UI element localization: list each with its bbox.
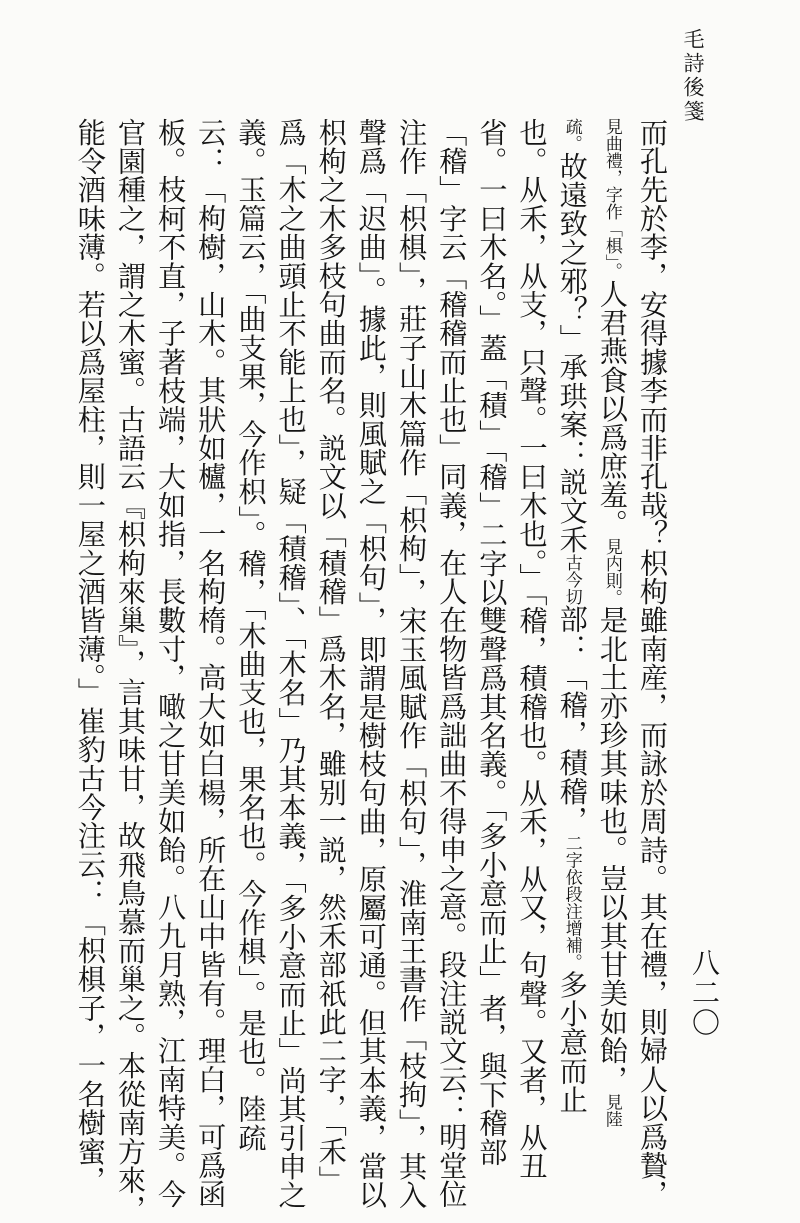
text-run: 義。玉篇云，「曲支果，今作枳」。稽，「木曲支也，果名也。今作椇」。是也。陸疏 [234, 118, 268, 1153]
text-column [592, 118, 632, 1128]
text-run: 「稽」字云「稽稽而止也」同義，在人在物皆爲詘曲不得申之意。段注説文云：明堂位 [435, 118, 469, 1209]
text-column [150, 118, 190, 1209]
text-run: 「稽，積稽， [555, 662, 589, 835]
running-head: 毛詩後箋 [681, 28, 705, 124]
text-run: 多小意而止 [555, 970, 589, 1114]
inline-note: 古今切 [561, 553, 582, 605]
text-column [431, 118, 471, 1209]
text-column [391, 118, 431, 1210]
text-run: 云：「枸樹，山木。其狀如櫨，一名枸楕。高大如白楊，所在山中皆有。理白，可爲函 [194, 118, 228, 1209]
body-text [73, 118, 672, 1223]
text-run: 而孔先於李，安得據李而非孔哉？枳枸雖南産，而詠於周詩。其在禮，則婦人以爲贄， [636, 118, 669, 1209]
text-run: 故遠致之邪？」承珙案：説文禾 [555, 152, 589, 554]
text-column [511, 118, 551, 1181]
page-number: 八二〇 [688, 948, 721, 1038]
text-column [471, 118, 511, 1167]
text-column [190, 118, 230, 1209]
text-column [110, 118, 150, 1223]
text-run: 也。从禾，从支，只聲。一曰木也。」「稽，積稽也。从禾，从又，句聲。又者，从丑 [515, 118, 549, 1181]
text-run: 枳枸之木多枝句曲而名。説文以「積稽」爲木名，雖别一説，然禾部祇此二字，「禾」 [314, 118, 348, 1195]
text-column [351, 118, 391, 1210]
inline-note: 二字依段注增補。 [561, 834, 582, 971]
text-column [230, 118, 270, 1153]
text-run: 省。一曰木名。」蓋「積」「稽」二字以雙聲爲其名義。「多小意而止」者，與下稽部 [475, 118, 509, 1167]
text-run: 能令酒味薄。若以爲屋柱，則一屋之酒皆薄。」崔豹古今注云：「枳椇子，一名樹蜜， [73, 118, 107, 1195]
inline-note: 見曲禮，字作「椇」。 [601, 118, 622, 280]
text-run: 人君燕食以爲庶羞。 [595, 279, 629, 538]
text-run: 是北土亦珍其味也。豈以其甘美如飴， [595, 605, 629, 1094]
text-run: 爲「木之曲頭止不能上也」，疑「積稽」、「木名」乃其本義，「多小意而止」尚其引申之 [274, 118, 308, 1210]
text-column [270, 118, 310, 1210]
inline-note: 見陸 [601, 1093, 622, 1128]
text-run: 聲爲「迟曲」。據此，則風賦之「枳句」，即謂是樹枝句曲，原屬可通。但其本義，當以 [354, 118, 388, 1210]
text-column [552, 118, 592, 1114]
inline-note: 疏。 [561, 118, 582, 152]
text-run: 部： [555, 604, 589, 663]
text-run: 官園種之，謂之木蜜。古語云『枳枸來巢』，言其味甘，故飛鳥慕而巢之。本從南方來， [113, 118, 147, 1223]
text-run: 板。枝柯不直，子著枝端，大如指，長數寸，噉之甘美如飴。八九月熟，江南特美。今 [154, 118, 188, 1209]
text-column [632, 118, 672, 1209]
text-column [311, 118, 351, 1195]
text-column [70, 118, 110, 1195]
inline-note: 見内則。 [601, 537, 622, 606]
text-run: 注作「枳椇」，莊子山木篇作「枳枸」，宋玉風賦作「枳句」，淮南王書作「枝拘」，其入 [395, 118, 429, 1210]
